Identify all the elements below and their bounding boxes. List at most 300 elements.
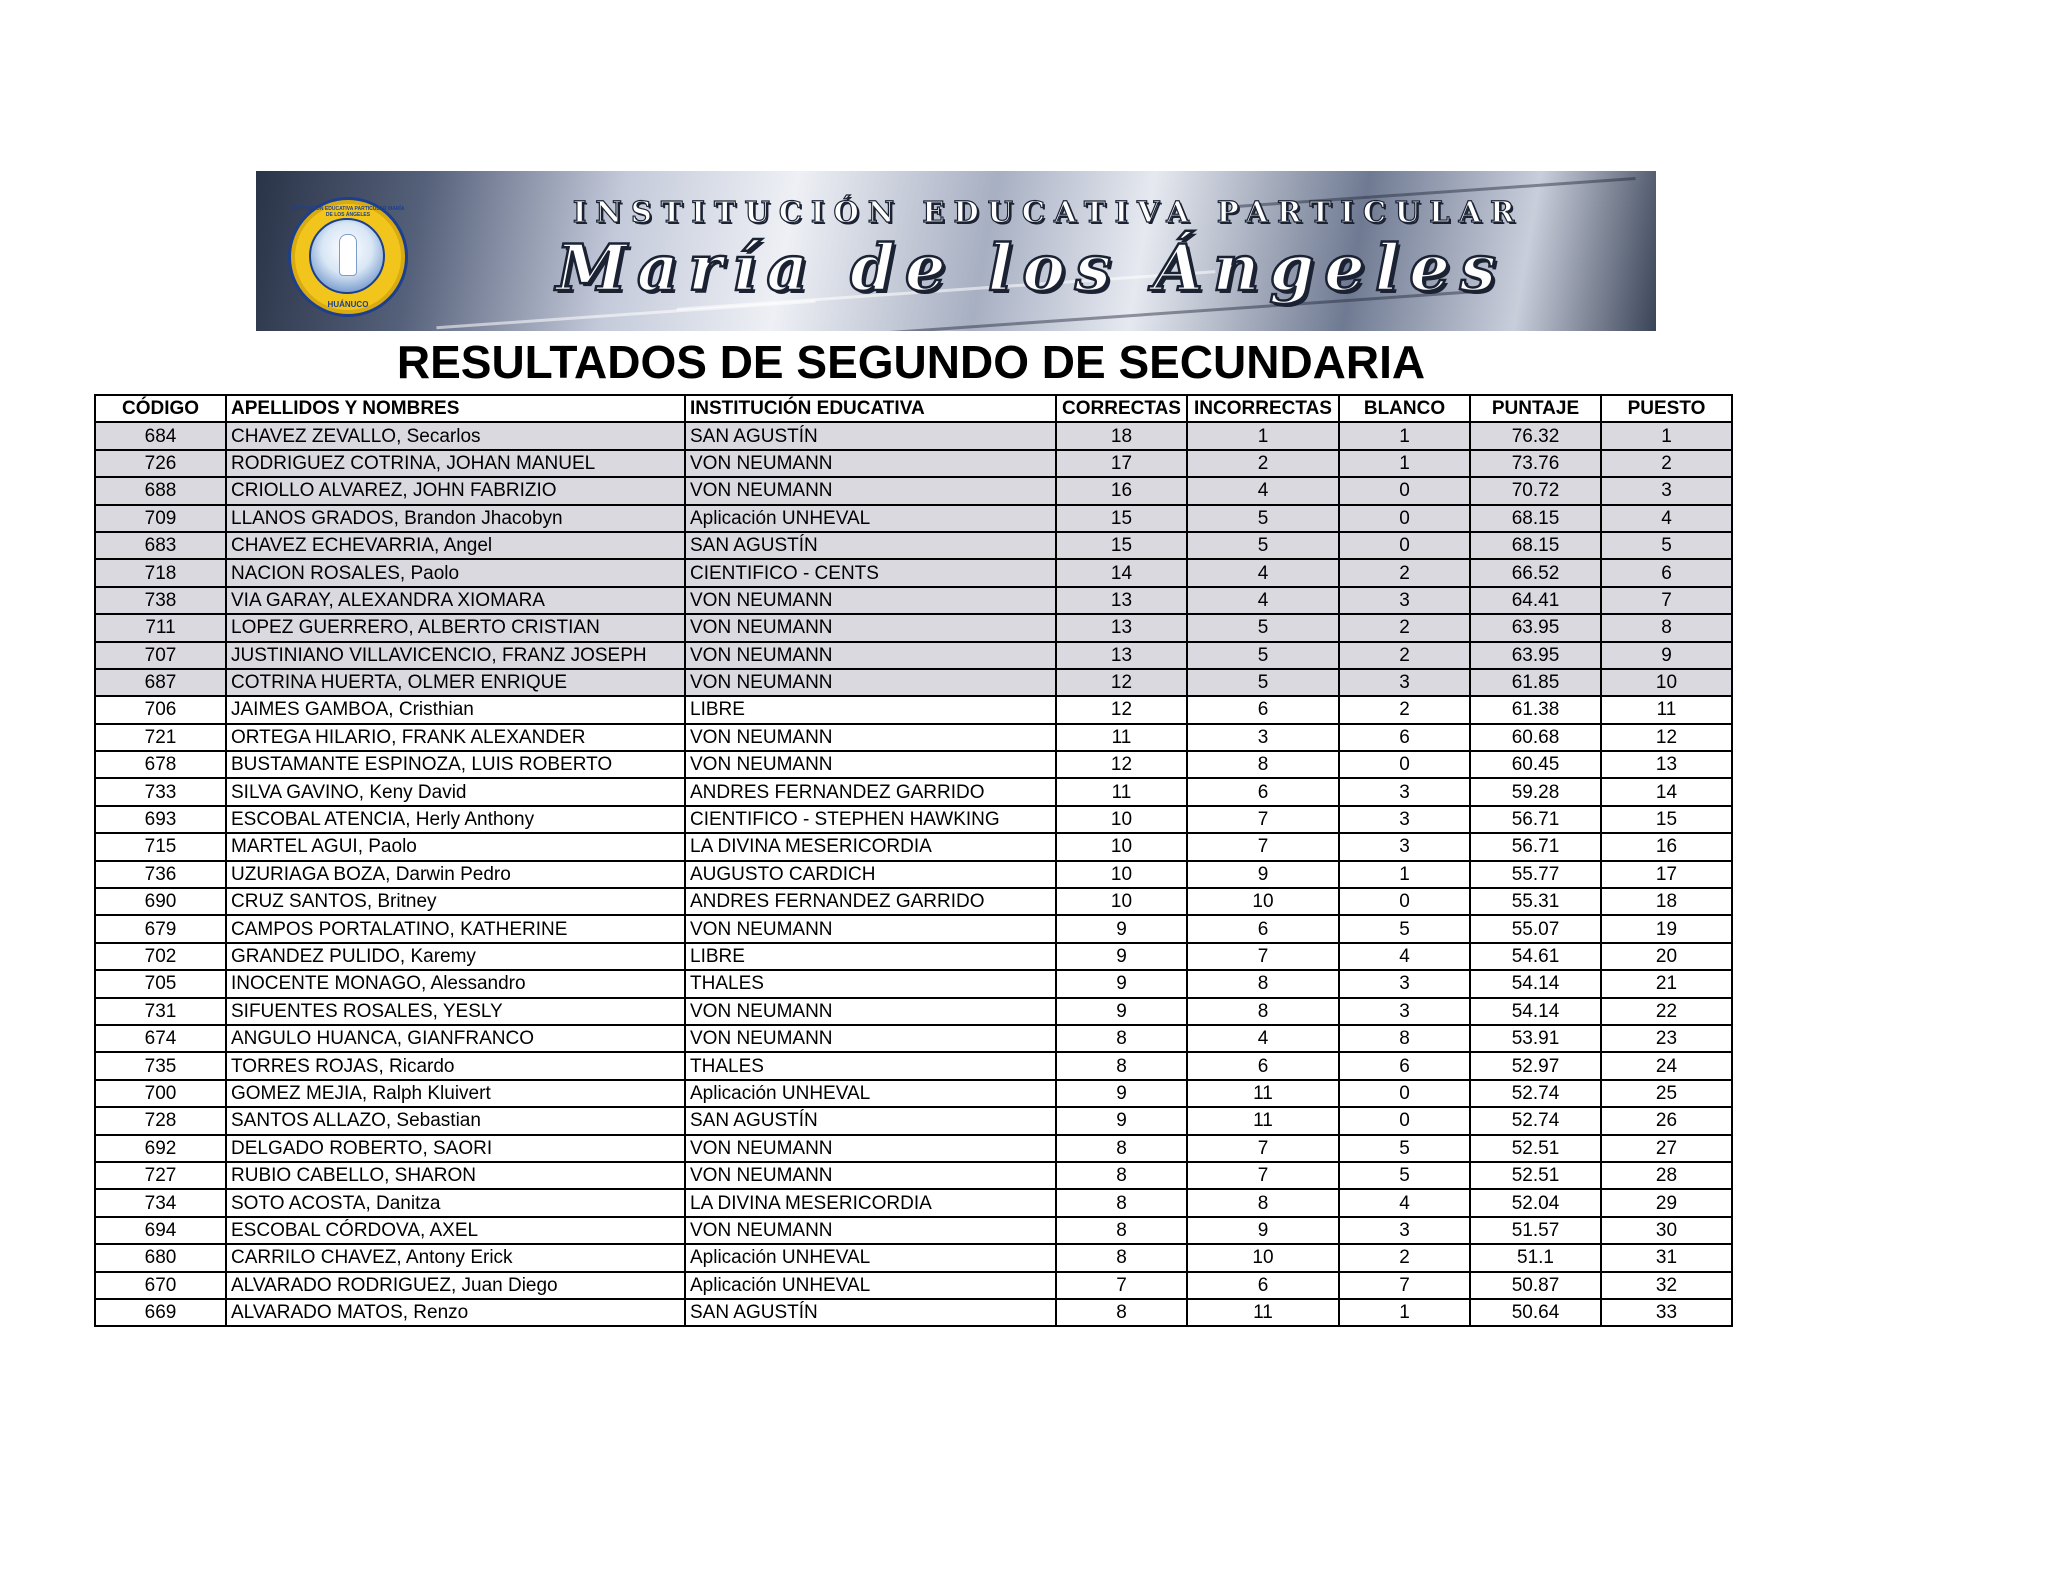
nombre-cell: SANTOS ALLAZO, Sebastian: [226, 1107, 685, 1134]
school-seal-logo: [288, 197, 408, 317]
page-title: RESULTADOS DE SEGUNDO DE SECUNDARIA: [396, 336, 1426, 388]
codigo-cell: 736: [95, 861, 226, 888]
institucion-cell: VON NEUMANN: [685, 998, 1056, 1025]
institucion-cell: Aplicación UNHEVAL: [685, 1272, 1056, 1299]
incorrectas-cell: 3: [1187, 724, 1339, 751]
incorrectas-cell: 8: [1187, 970, 1339, 997]
codigo-cell: 684: [95, 422, 226, 449]
results-table: [94, 394, 1733, 1327]
correctas-cell: 10: [1056, 833, 1187, 860]
correctas-cell: 9: [1056, 970, 1187, 997]
correctas-cell: 13: [1056, 642, 1187, 669]
nombre-cell: UZURIAGA BOZA, Darwin Pedro: [226, 861, 685, 888]
codigo-cell: 690: [95, 888, 226, 915]
correctas-cell: 13: [1056, 614, 1187, 641]
puntaje-cell: 66.52: [1470, 559, 1601, 586]
incorrectas-cell: 5: [1187, 642, 1339, 669]
col-header-blanco: BLANCO: [1339, 395, 1470, 422]
institucion-cell: LIBRE: [685, 943, 1056, 970]
puesto-cell: 12: [1601, 724, 1732, 751]
puesto-cell: 24: [1601, 1052, 1732, 1079]
nombre-cell: JAIMES GAMBOA, Cristhian: [226, 696, 685, 723]
puntaje-cell: 52.97: [1470, 1052, 1601, 1079]
nombre-cell: JUSTINIANO VILLAVICENCIO, FRANZ JOSEPH: [226, 642, 685, 669]
institucion-cell: VON NEUMANN: [685, 642, 1056, 669]
institucion-cell: ANDRES FERNANDEZ GARRIDO: [685, 888, 1056, 915]
blanco-cell: 3: [1339, 806, 1470, 833]
table-row: [95, 998, 1732, 1025]
blanco-cell: 0: [1339, 751, 1470, 778]
puesto-cell: 31: [1601, 1244, 1732, 1271]
codigo-cell: 728: [95, 1107, 226, 1134]
puntaje-cell: 52.74: [1470, 1080, 1601, 1107]
blanco-cell: 7: [1339, 1272, 1470, 1299]
seal-bottom-text: HUÁNUCO: [327, 300, 369, 309]
puesto-cell: 2: [1601, 450, 1732, 477]
col-header-institucion: INSTITUCIÓN EDUCATIVA: [685, 395, 1056, 422]
nombre-cell: NACION ROSALES, Paolo: [226, 559, 685, 586]
correctas-cell: 12: [1056, 696, 1187, 723]
incorrectas-cell: 4: [1187, 587, 1339, 614]
puntaje-cell: 54.14: [1470, 970, 1601, 997]
puesto-cell: 9: [1601, 642, 1732, 669]
incorrectas-cell: 6: [1187, 696, 1339, 723]
nombre-cell: MARTEL AGUI, Paolo: [226, 833, 685, 860]
blanco-cell: 4: [1339, 1189, 1470, 1216]
nombre-cell: CHAVEZ ZEVALLO, Secarlos: [226, 422, 685, 449]
codigo-cell: 707: [95, 642, 226, 669]
results-table-body: [95, 422, 1732, 1326]
table-row: [95, 614, 1732, 641]
codigo-cell: 715: [95, 833, 226, 860]
nombre-cell: TORRES ROJAS, Ricardo: [226, 1052, 685, 1079]
incorrectas-cell: 8: [1187, 1189, 1339, 1216]
incorrectas-cell: 5: [1187, 532, 1339, 559]
incorrectas-cell: 7: [1187, 1162, 1339, 1189]
blanco-cell: 0: [1339, 1080, 1470, 1107]
puntaje-cell: 53.91: [1470, 1025, 1601, 1052]
blanco-cell: 2: [1339, 642, 1470, 669]
puesto-cell: 23: [1601, 1025, 1732, 1052]
table-row: [95, 1052, 1732, 1079]
correctas-cell: 10: [1056, 806, 1187, 833]
virgin-figure-icon: [339, 234, 357, 276]
incorrectas-cell: 6: [1187, 915, 1339, 942]
incorrectas-cell: 10: [1187, 1244, 1339, 1271]
codigo-cell: 731: [95, 998, 226, 1025]
codigo-cell: 683: [95, 532, 226, 559]
incorrectas-cell: 10: [1187, 888, 1339, 915]
correctas-cell: 15: [1056, 532, 1187, 559]
seal-top-text: INSTITUCIÓN EDUCATIVA PARTICULAR MARÍA DE LOS ÁNGELES: [291, 206, 405, 218]
table-row: [95, 1299, 1732, 1326]
institucion-cell: Aplicación UNHEVAL: [685, 1080, 1056, 1107]
nombre-cell: ESCOBAL CÓRDOVA, AXEL: [226, 1217, 685, 1244]
incorrectas-cell: 2: [1187, 450, 1339, 477]
correctas-cell: 8: [1056, 1299, 1187, 1326]
codigo-cell: 674: [95, 1025, 226, 1052]
codigo-cell: 693: [95, 806, 226, 833]
nombre-cell: ALVARADO MATOS, Renzo: [226, 1299, 685, 1326]
puntaje-cell: 56.71: [1470, 833, 1601, 860]
incorrectas-cell: 4: [1187, 1025, 1339, 1052]
puesto-cell: 7: [1601, 587, 1732, 614]
nombre-cell: GRANDEZ PULIDO, Karemy: [226, 943, 685, 970]
table-row: [95, 559, 1732, 586]
correctas-cell: 12: [1056, 669, 1187, 696]
incorrectas-cell: 5: [1187, 614, 1339, 641]
puntaje-cell: 51.1: [1470, 1244, 1601, 1271]
institucion-cell: SAN AGUSTÍN: [685, 422, 1056, 449]
puesto-cell: 33: [1601, 1299, 1732, 1326]
table-row: [95, 970, 1732, 997]
table-row: [95, 1135, 1732, 1162]
puesto-cell: 3: [1601, 477, 1732, 504]
correctas-cell: 9: [1056, 943, 1187, 970]
institucion-cell: SAN AGUSTÍN: [685, 1299, 1056, 1326]
table-row: [95, 1080, 1732, 1107]
puesto-cell: 6: [1601, 559, 1732, 586]
seal-emblem-icon: [309, 218, 385, 294]
codigo-cell: 735: [95, 1052, 226, 1079]
banner-school-name: María de los Ángeles: [556, 231, 1506, 306]
puntaje-cell: 50.64: [1470, 1299, 1601, 1326]
table-row: [95, 724, 1732, 751]
blanco-cell: 8: [1339, 1025, 1470, 1052]
table-row: [95, 778, 1732, 805]
puesto-cell: 16: [1601, 833, 1732, 860]
institucion-cell: Aplicación UNHEVAL: [685, 505, 1056, 532]
institucion-cell: VON NEUMANN: [685, 1162, 1056, 1189]
puntaje-cell: 63.95: [1470, 642, 1601, 669]
correctas-cell: 9: [1056, 1107, 1187, 1134]
nombre-cell: COTRINA HUERTA, OLMER ENRIQUE: [226, 669, 685, 696]
table-row: [95, 532, 1732, 559]
incorrectas-cell: 4: [1187, 559, 1339, 586]
codigo-cell: 733: [95, 778, 226, 805]
puesto-cell: 32: [1601, 1272, 1732, 1299]
codigo-cell: 680: [95, 1244, 226, 1271]
puntaje-cell: 50.87: [1470, 1272, 1601, 1299]
nombre-cell: LOPEZ GUERRERO, ALBERTO CRISTIAN: [226, 614, 685, 641]
institucion-cell: VON NEUMANN: [685, 669, 1056, 696]
puntaje-cell: 52.04: [1470, 1189, 1601, 1216]
incorrectas-cell: 7: [1187, 833, 1339, 860]
codigo-cell: 727: [95, 1162, 226, 1189]
correctas-cell: 15: [1056, 505, 1187, 532]
puntaje-cell: 70.72: [1470, 477, 1601, 504]
nombre-cell: INOCENTE MONAGO, Alessandro: [226, 970, 685, 997]
correctas-cell: 10: [1056, 861, 1187, 888]
puesto-cell: 26: [1601, 1107, 1732, 1134]
nombre-cell: CAMPOS PORTALATINO, KATHERINE: [226, 915, 685, 942]
institucion-cell: VON NEUMANN: [685, 614, 1056, 641]
blanco-cell: 0: [1339, 888, 1470, 915]
nombre-cell: SIFUENTES ROSALES, YESLY: [226, 998, 685, 1025]
table-row: [95, 1189, 1732, 1216]
institucion-cell: VON NEUMANN: [685, 450, 1056, 477]
correctas-cell: 8: [1056, 1025, 1187, 1052]
nombre-cell: RODRIGUEZ COTRINA, JOHAN MANUEL: [226, 450, 685, 477]
blanco-cell: 5: [1339, 915, 1470, 942]
incorrectas-cell: 6: [1187, 1272, 1339, 1299]
puesto-cell: 30: [1601, 1217, 1732, 1244]
puntaje-cell: 55.31: [1470, 888, 1601, 915]
blanco-cell: 1: [1339, 861, 1470, 888]
puesto-cell: 27: [1601, 1135, 1732, 1162]
incorrectas-cell: 7: [1187, 943, 1339, 970]
puntaje-cell: 60.45: [1470, 751, 1601, 778]
incorrectas-cell: 5: [1187, 505, 1339, 532]
codigo-cell: 687: [95, 669, 226, 696]
institucion-cell: VON NEUMANN: [685, 915, 1056, 942]
institucion-cell: LA DIVINA MESERICORDIA: [685, 833, 1056, 860]
nombre-cell: CRIOLLO ALVAREZ, JOHN FABRIZIO: [226, 477, 685, 504]
puesto-cell: 17: [1601, 861, 1732, 888]
institucion-cell: VON NEUMANN: [685, 751, 1056, 778]
blanco-cell: 1: [1339, 450, 1470, 477]
puesto-cell: 28: [1601, 1162, 1732, 1189]
blanco-cell: 3: [1339, 1217, 1470, 1244]
nombre-cell: SILVA GAVINO, Keny David: [226, 778, 685, 805]
puntaje-cell: 55.77: [1470, 861, 1601, 888]
puesto-cell: 15: [1601, 806, 1732, 833]
correctas-cell: 8: [1056, 1244, 1187, 1271]
nombre-cell: ALVARADO RODRIGUEZ, Juan Diego: [226, 1272, 685, 1299]
institucion-cell: Aplicación UNHEVAL: [685, 1244, 1056, 1271]
table-row: [95, 450, 1732, 477]
col-header-incorrectas: INCORRECTAS: [1187, 395, 1339, 422]
incorrectas-cell: 11: [1187, 1299, 1339, 1326]
puntaje-cell: 63.95: [1470, 614, 1601, 641]
puesto-cell: 29: [1601, 1189, 1732, 1216]
table-row: [95, 861, 1732, 888]
incorrectas-cell: 9: [1187, 1217, 1339, 1244]
blanco-cell: 5: [1339, 1162, 1470, 1189]
puesto-cell: 13: [1601, 751, 1732, 778]
codigo-cell: 726: [95, 450, 226, 477]
header-banner: [256, 171, 1656, 331]
incorrectas-cell: 8: [1187, 998, 1339, 1025]
codigo-cell: 706: [95, 696, 226, 723]
institucion-cell: VON NEUMANN: [685, 1217, 1056, 1244]
codigo-cell: 679: [95, 915, 226, 942]
incorrectas-cell: 11: [1187, 1107, 1339, 1134]
correctas-cell: 12: [1056, 751, 1187, 778]
correctas-cell: 13: [1056, 587, 1187, 614]
table-row: [95, 806, 1732, 833]
table-row: [95, 587, 1732, 614]
codigo-cell: 711: [95, 614, 226, 641]
puntaje-cell: 76.32: [1470, 422, 1601, 449]
puntaje-cell: 56.71: [1470, 806, 1601, 833]
nombre-cell: ORTEGA HILARIO, FRANK ALEXANDER: [226, 724, 685, 751]
puntaje-cell: 52.51: [1470, 1135, 1601, 1162]
incorrectas-cell: 7: [1187, 1135, 1339, 1162]
puesto-cell: 4: [1601, 505, 1732, 532]
puesto-cell: 21: [1601, 970, 1732, 997]
blanco-cell: 0: [1339, 477, 1470, 504]
correctas-cell: 17: [1056, 450, 1187, 477]
incorrectas-cell: 4: [1187, 477, 1339, 504]
col-header-puntaje: PUNTAJE: [1470, 395, 1601, 422]
codigo-cell: 692: [95, 1135, 226, 1162]
table-row: [95, 751, 1732, 778]
blanco-cell: 2: [1339, 614, 1470, 641]
nombre-cell: DELGADO ROBERTO, SAORI: [226, 1135, 685, 1162]
puesto-cell: 14: [1601, 778, 1732, 805]
institucion-cell: SAN AGUSTÍN: [685, 1107, 1056, 1134]
correctas-cell: 8: [1056, 1217, 1187, 1244]
puesto-cell: 1: [1601, 422, 1732, 449]
incorrectas-cell: 6: [1187, 778, 1339, 805]
correctas-cell: 8: [1056, 1189, 1187, 1216]
institucion-cell: VON NEUMANN: [685, 724, 1056, 751]
institucion-cell: VON NEUMANN: [685, 1135, 1056, 1162]
blanco-cell: 3: [1339, 778, 1470, 805]
blanco-cell: 3: [1339, 587, 1470, 614]
correctas-cell: 9: [1056, 915, 1187, 942]
table-row: [95, 1025, 1732, 1052]
blanco-cell: 2: [1339, 696, 1470, 723]
codigo-cell: 738: [95, 587, 226, 614]
correctas-cell: 8: [1056, 1052, 1187, 1079]
table-row: [95, 1244, 1732, 1271]
institucion-cell: CIENTIFICO - STEPHEN HAWKING: [685, 806, 1056, 833]
puntaje-cell: 60.68: [1470, 724, 1601, 751]
institucion-cell: THALES: [685, 1052, 1056, 1079]
blanco-cell: 1: [1339, 422, 1470, 449]
table-row: [95, 669, 1732, 696]
table-row: [95, 833, 1732, 860]
table-row: [95, 422, 1732, 449]
banner-institution-type: INSTITUCIÓN EDUCATIVA PARTICULAR: [572, 195, 1524, 229]
blanco-cell: 3: [1339, 833, 1470, 860]
institucion-cell: ANDRES FERNANDEZ GARRIDO: [685, 778, 1056, 805]
table-row: [95, 505, 1732, 532]
incorrectas-cell: 11: [1187, 1080, 1339, 1107]
institucion-cell: AUGUSTO CARDICH: [685, 861, 1056, 888]
blanco-cell: 4: [1339, 943, 1470, 970]
correctas-cell: 18: [1056, 422, 1187, 449]
puntaje-cell: 59.28: [1470, 778, 1601, 805]
correctas-cell: 7: [1056, 1272, 1187, 1299]
blanco-cell: 3: [1339, 669, 1470, 696]
codigo-cell: 721: [95, 724, 226, 751]
blanco-cell: 6: [1339, 724, 1470, 751]
puesto-cell: 5: [1601, 532, 1732, 559]
blanco-cell: 3: [1339, 970, 1470, 997]
table-row: [95, 696, 1732, 723]
codigo-cell: 669: [95, 1299, 226, 1326]
blanco-cell: 5: [1339, 1135, 1470, 1162]
table-header-row: [95, 395, 1732, 422]
correctas-cell: 9: [1056, 1080, 1187, 1107]
puntaje-cell: 64.41: [1470, 587, 1601, 614]
institucion-cell: LA DIVINA MESERICORDIA: [685, 1189, 1056, 1216]
nombre-cell: ANGULO HUANCA, GIANFRANCO: [226, 1025, 685, 1052]
puntaje-cell: 61.85: [1470, 669, 1601, 696]
blanco-cell: 0: [1339, 532, 1470, 559]
incorrectas-cell: 1: [1187, 422, 1339, 449]
institucion-cell: SAN AGUSTÍN: [685, 532, 1056, 559]
puesto-cell: 18: [1601, 888, 1732, 915]
blanco-cell: 1: [1339, 1299, 1470, 1326]
incorrectas-cell: 6: [1187, 1052, 1339, 1079]
puesto-cell: 22: [1601, 998, 1732, 1025]
codigo-cell: 694: [95, 1217, 226, 1244]
codigo-cell: 718: [95, 559, 226, 586]
nombre-cell: VIA GARAY, ALEXANDRA XIOMARA: [226, 587, 685, 614]
puntaje-cell: 52.74: [1470, 1107, 1601, 1134]
institucion-cell: VON NEUMANN: [685, 477, 1056, 504]
col-header-codigo: CÓDIGO: [95, 395, 226, 422]
incorrectas-cell: 7: [1187, 806, 1339, 833]
blanco-cell: 0: [1339, 1107, 1470, 1134]
blanco-cell: 3: [1339, 998, 1470, 1025]
nombre-cell: BUSTAMANTE ESPINOZA, LUIS ROBERTO: [226, 751, 685, 778]
codigo-cell: 709: [95, 505, 226, 532]
puesto-cell: 11: [1601, 696, 1732, 723]
institucion-cell: CIENTIFICO - CENTS: [685, 559, 1056, 586]
puntaje-cell: 54.14: [1470, 998, 1601, 1025]
col-header-nombres: APELLIDOS Y NOMBRES: [226, 395, 685, 422]
codigo-cell: 705: [95, 970, 226, 997]
institucion-cell: LIBRE: [685, 696, 1056, 723]
puesto-cell: 19: [1601, 915, 1732, 942]
correctas-cell: 9: [1056, 998, 1187, 1025]
puntaje-cell: 73.76: [1470, 450, 1601, 477]
puesto-cell: 10: [1601, 669, 1732, 696]
puesto-cell: 8: [1601, 614, 1732, 641]
table-row: [95, 915, 1732, 942]
table-row: [95, 477, 1732, 504]
nombre-cell: CRUZ SANTOS, Britney: [226, 888, 685, 915]
table-row: [95, 1217, 1732, 1244]
table-row: [95, 642, 1732, 669]
nombre-cell: LLANOS GRADOS, Brandon Jhacobyn: [226, 505, 685, 532]
correctas-cell: 8: [1056, 1162, 1187, 1189]
incorrectas-cell: 5: [1187, 669, 1339, 696]
correctas-cell: 10: [1056, 888, 1187, 915]
puesto-cell: 25: [1601, 1080, 1732, 1107]
codigo-cell: 678: [95, 751, 226, 778]
correctas-cell: 14: [1056, 559, 1187, 586]
puntaje-cell: 54.61: [1470, 943, 1601, 970]
col-header-correctas: CORRECTAS: [1056, 395, 1187, 422]
col-header-puesto: PUESTO: [1601, 395, 1732, 422]
blanco-cell: 2: [1339, 559, 1470, 586]
codigo-cell: 734: [95, 1189, 226, 1216]
puntaje-cell: 55.07: [1470, 915, 1601, 942]
correctas-cell: 16: [1056, 477, 1187, 504]
incorrectas-cell: 9: [1187, 861, 1339, 888]
blanco-cell: 0: [1339, 505, 1470, 532]
puesto-cell: 20: [1601, 943, 1732, 970]
table-row: [95, 888, 1732, 915]
puntaje-cell: 68.15: [1470, 532, 1601, 559]
institucion-cell: VON NEUMANN: [685, 587, 1056, 614]
blanco-cell: 2: [1339, 1244, 1470, 1271]
puntaje-cell: 68.15: [1470, 505, 1601, 532]
nombre-cell: RUBIO CABELLO, SHARON: [226, 1162, 685, 1189]
table-row: [95, 943, 1732, 970]
institucion-cell: THALES: [685, 970, 1056, 997]
nombre-cell: CARRILO CHAVEZ, Antony Erick: [226, 1244, 685, 1271]
puntaje-cell: 52.51: [1470, 1162, 1601, 1189]
table-row: [95, 1107, 1732, 1134]
institucion-cell: VON NEUMANN: [685, 1025, 1056, 1052]
